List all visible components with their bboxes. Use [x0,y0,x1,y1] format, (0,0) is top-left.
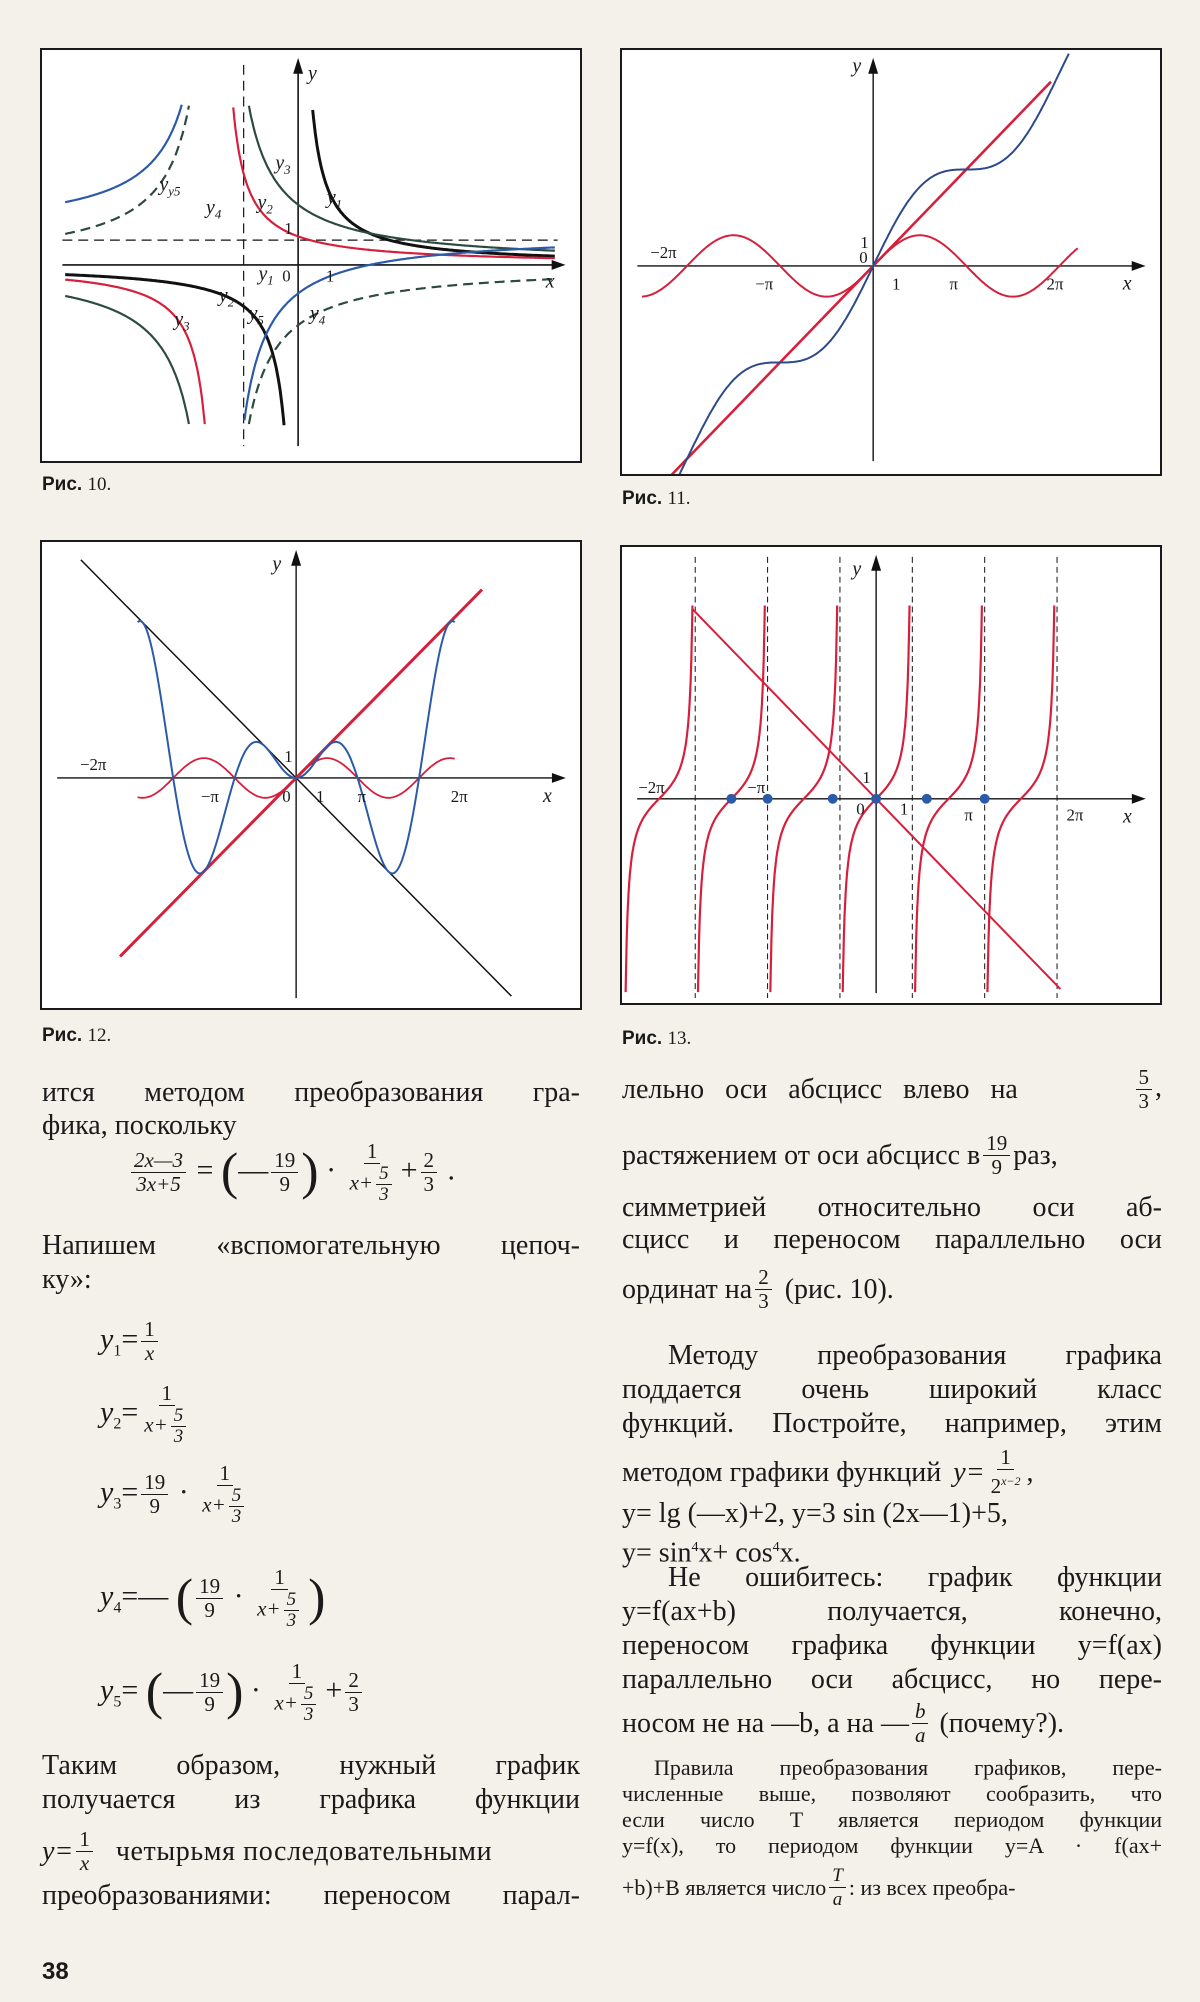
right-line-3: симметрией относительно оси аб- [622,1192,1162,1223]
one-x-label: 1 [899,799,909,819]
one-y-label: 1 [862,767,871,787]
origin-label: 0 [859,247,868,267]
figure-12-caption [42,1025,111,1047]
label-y2-upper: $y_2$ [257,191,273,217]
method-line-1: Методу преобразования графика [668,1340,1162,1371]
figure-12 [40,540,582,1010]
y-label: y [852,54,862,77]
caption-number: 10. [87,474,112,495]
tick-pi: π [357,786,367,806]
method-line-5: y= lg (—x)+2, y=3 sin (2x—1)+5, [622,1498,1008,1529]
figure-13 [620,545,1162,1005]
warning-line-2: y=f(ax+b) получается, конечно, [622,1596,1162,1627]
root-point [726,794,736,804]
figure-13-caption [622,1028,691,1050]
root-point [922,794,932,804]
y-label: y [272,552,282,575]
origin-label: 0 [282,266,291,286]
method-line-4: методом графики функций y= $\frac{1}{2^{x-2}}$ , [622,1445,1034,1498]
tick-minus-pi: −π [755,274,774,294]
x-axis-arrow [552,260,566,270]
x-label: x [1122,272,1132,295]
label-y3-upper: $y_3$ [275,151,291,177]
x-axis-arrow [1132,261,1146,271]
tick-minus-pi: −π [200,786,219,806]
tick-minus-pi: −π [747,777,766,797]
warning-line-1: Не ошибитесь: график функции [668,1562,1162,1593]
left-line-2: фика, поскольку [42,1110,237,1141]
x-label: x [545,270,555,293]
page-number: 38 [42,1958,69,1985]
figure-10-caption [42,474,111,496]
caption-number: 12. [87,1025,112,1046]
one-y-label: 1 [284,219,293,239]
figure-11 [620,48,1162,476]
right-line-2: растяжением от оси абсцисс в $\frac{19}{9}$ раз, [622,1131,1058,1179]
caption-prefix: Рис. [622,488,663,509]
main-equation: $\frac{2x—3}{3x+5}$ = (— $\frac{19}{9}$ ) · 1 x+ $\frac{5}{3}$ + $\frac{2}{3}$ . [128,1140,455,1205]
caption-prefix: Рис. [42,474,83,495]
label-y2-lower: $y_2$ [218,284,235,310]
right-line-4: сцисс и переносом параллельно оси [622,1224,1162,1255]
curve-y3-right [249,106,555,251]
chain-y4: $y_4=—$ ( $\frac{19}{9}$ · 1 x+ $\frac{5}{3}$ ) [100,1565,326,1631]
tick-pi: π [949,274,958,294]
y-axis-arrow [291,550,301,566]
x-label: x [1122,805,1132,828]
origin-label: 0 [856,799,865,819]
conclusion-line-3: y= $\frac{1}{x}$ четырьмя последовательными [42,1827,493,1875]
root-point [980,794,990,804]
warning-line-5: носом не на —b, а на — $\frac{b}{a}$ (почему?). [622,1699,1065,1747]
figure-12-graph [42,542,580,1008]
right-line-1: лельно оси абсцисс влево на $\frac{5}{3}$ , [622,1065,1162,1113]
curve-y1-right [313,110,555,256]
warning-line-4: параллельно оси абсцисс, но пере- [622,1664,1162,1695]
y-label: y [852,557,862,580]
caption-prefix: Рис. [42,1025,83,1046]
label-y4-left: $y_4$ [206,196,222,222]
figure-13-graph [622,547,1160,1003]
warning-line-3: переносом графика функции y=f(ax) [622,1630,1162,1661]
label-y1-upper: $y_1$ [326,186,343,212]
chain-y3: $y_3=$ $\frac{19}{9}$ · 1 x+ $\frac{5}{3}$ [100,1462,253,1527]
one-x-label: 1 [315,786,325,806]
caption-number: 11. [667,488,691,509]
rules-line-1: Правила преобразования графиков, пере- [654,1755,1162,1780]
tick-minus-2pi: −2π [638,777,665,797]
one-y-label: 1 [284,747,293,767]
curve-y1-left [65,275,284,426]
curve-y2-right [233,107,555,258]
curve-y3-left [65,296,189,424]
caption-number: 13. [667,1028,692,1049]
one-y-label: 1 [860,233,869,253]
method-line-3: функций. Постройте, например, этим [622,1408,1162,1439]
y-axis-arrow [868,58,878,74]
label-y5-left: $y_{y5}$ [159,173,181,199]
chain-y5: $y_5=$ (— $\frac{19}{9}$ ) · 1 x+ $\frac{5}{3}$ + $\frac{2}{3}$ [100,1660,365,1725]
rules-line-3: если число T является периодом функции [622,1807,1162,1832]
tick-minus-2pi: −2π [650,243,677,263]
label-y4-lower: $y_4$ [310,302,326,328]
label-y1-lower: $y_1$ [258,262,274,288]
figure-11-caption [622,488,691,510]
y-axis-arrow [293,58,303,74]
one-x-label: 1 [891,274,901,294]
y-label: y [308,62,317,85]
conclusion-line-4: преобразованиями: переносом парал- [42,1880,580,1911]
eq-lhs-fraction: $\frac{2x—3}{3x+5}$ [131,1149,186,1196]
root-point [871,794,881,804]
root-point [828,794,838,804]
left-line-1: ится методом преобразования гра- [42,1077,580,1108]
label-y3-lower: $y_3$ [174,308,190,334]
x-label: x [543,784,552,807]
chain-intro-1: Напишем «вспомогательную цепоч- [42,1230,580,1261]
x-axis-arrow [552,773,566,783]
rules-line-4: y=f(x), то периодом функции y=A · f(ax+ [622,1833,1162,1858]
tick-2pi: 2π [1046,274,1064,294]
figure-10-graph [42,50,580,461]
caption-prefix: Рис. [622,1028,663,1049]
tick-2pi: 2π [1066,805,1084,825]
chain-y2: $y_2=$ 1 x+ $\frac{5}{3}$ [100,1382,195,1447]
y-axis-arrow [871,555,881,571]
tick-2pi: 2π [450,786,468,806]
figure-11-graph [622,50,1160,474]
curve-y4-left [65,106,189,234]
tick-pi: π [964,805,973,825]
one-x-label: 1 [325,266,335,286]
chain-intro-2: ку»: [42,1264,92,1295]
line-y-equals-x [666,82,1051,474]
conclusion-line-2: получается из графика функции [42,1784,580,1815]
x-axis-arrow [1132,794,1146,804]
rules-line-2: численные выше, позволяют сообразить, что [622,1781,1162,1806]
figure-10 [40,48,582,463]
label-y5-lower: $y_5$ [248,302,264,328]
right-line-5: ординат на $\frac{2}{3}$ (рис. 10). [622,1265,894,1313]
conclusion-line-1: Таким образом, нужный график [42,1750,580,1781]
tick-minus-2pi: −2π [79,755,107,775]
method-line-2: поддается очень широкий класс [622,1374,1162,1405]
chain-y1: $y_1=$ $\frac{1}{x}$ [100,1318,161,1371]
method-line-6: $y= \sin^4x+ \cos^4x$. [622,1537,801,1569]
curve-y5-right [244,247,554,420]
rules-line-5: +b)+B является число $\frac{T}{a}$ : из всех преобра- [622,1865,1016,1910]
origin-label: 0 [282,786,291,806]
curve-y4-right [249,279,555,424]
